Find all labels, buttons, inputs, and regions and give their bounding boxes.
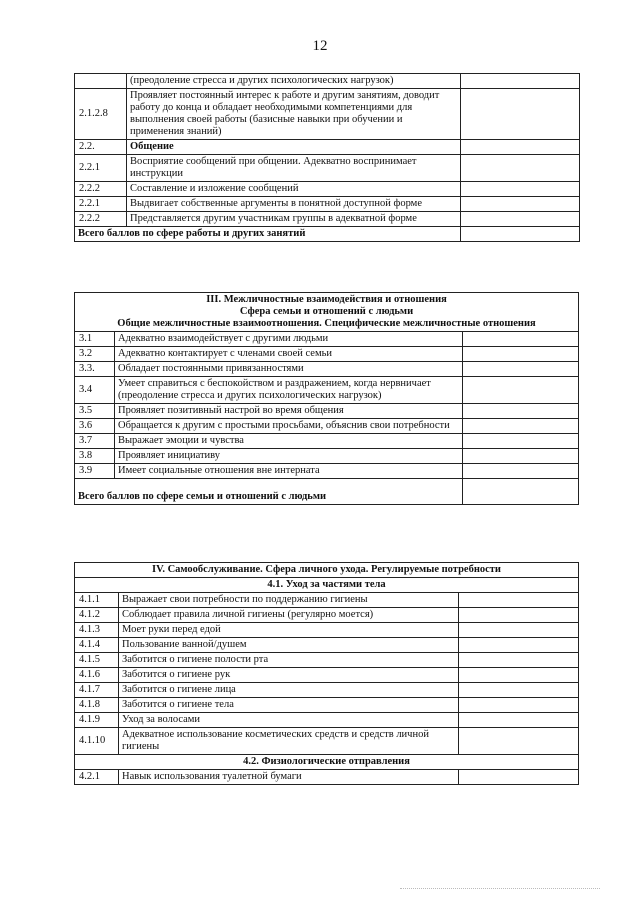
score-cell <box>459 698 579 713</box>
item-code: 3.6 <box>75 419 115 434</box>
table-row <box>75 155 580 182</box>
score-cell <box>463 464 579 479</box>
item-text: Навык использования туалетной бумаги <box>119 770 459 785</box>
item-text: (преодоление стресса и других психологических нагрузок) <box>127 74 461 89</box>
table-row <box>75 698 579 713</box>
table-row <box>75 332 579 347</box>
table-row <box>75 464 579 479</box>
selfcare-subheading-1: 4.1. Уход за частями тела <box>75 578 579 593</box>
table-row <box>75 653 579 668</box>
page-number: 12 <box>312 38 328 54</box>
score-cell <box>459 683 579 698</box>
item-code: 4.1.9 <box>75 713 119 728</box>
item-code: 4.1.10 <box>75 728 119 755</box>
table-row <box>75 74 580 89</box>
table-row <box>75 449 579 464</box>
item-code: 2.2.2 <box>75 182 127 197</box>
item-text: Проявляет позитивный настрой во время общения <box>115 404 463 419</box>
table-row <box>75 404 579 419</box>
item-text: Обращается к другим с простыми просьбами, объяснив свои потребности <box>115 419 463 434</box>
score-cell <box>463 377 579 404</box>
item-text: Выражает свои потребности по поддержанию гигиены <box>119 593 459 608</box>
table-row <box>75 377 579 404</box>
score-cell <box>459 608 579 623</box>
item-text: Соблюдает правила личной гигиены (регулярно моется) <box>119 608 459 623</box>
score-cell <box>461 89 580 140</box>
score-cell <box>459 593 579 608</box>
item-code: 2.2.1 <box>75 197 127 212</box>
family-total-label: Всего баллов по сфере семьи и отношений с людьми <box>75 479 463 505</box>
item-code: 3.4 <box>75 377 115 404</box>
item-code: 3.1 <box>75 332 115 347</box>
work-table <box>74 73 580 242</box>
item-code: 4.1.6 <box>75 668 119 683</box>
item-text: Заботится о гигиене тела <box>119 698 459 713</box>
table-row <box>75 683 579 698</box>
score-cell <box>463 404 579 419</box>
item-code: 3.2 <box>75 347 115 362</box>
item-code: 3.8 <box>75 449 115 464</box>
table-row <box>75 182 580 197</box>
table-row <box>75 668 579 683</box>
score-cell <box>461 197 580 212</box>
family-heading-1: III. Межличностные взаимодействия и отношения <box>206 294 447 305</box>
item-code: 3.3. <box>75 362 115 377</box>
family-table <box>74 292 579 505</box>
score-cell <box>461 182 580 197</box>
table-row <box>75 608 579 623</box>
item-text: Моет руки перед едой <box>119 623 459 638</box>
item-code: 4.1.8 <box>75 698 119 713</box>
item-code: 4.1.5 <box>75 653 119 668</box>
selfcare-rows <box>75 593 579 755</box>
item-text: Выдвигает собственные аргументы в понятной доступной форме <box>127 197 461 212</box>
item-text: Составление и изложение сообщений <box>127 182 461 197</box>
score-cell <box>459 770 579 785</box>
item-code: 4.1.3 <box>75 623 119 638</box>
score-cell <box>463 434 579 449</box>
item-code: 3.5 <box>75 404 115 419</box>
score-cell <box>459 623 579 638</box>
family-heading-2: Сфера семьи и отношений с людьми <box>239 306 414 317</box>
selfcare-table <box>74 562 579 785</box>
item-code: 4.1.4 <box>75 638 119 653</box>
item-text: Общение <box>127 140 461 155</box>
item-text: Проявляет инициативу <box>115 449 463 464</box>
table-row <box>75 212 580 227</box>
item-code: 3.7 <box>75 434 115 449</box>
table-row <box>75 434 579 449</box>
work-total-label: Всего баллов по сфере работы и других занятий <box>75 227 461 242</box>
score-cell <box>463 419 579 434</box>
item-text: Адекватное использование косметических средств и средств личной гигиены <box>119 728 459 755</box>
table-row <box>75 140 580 155</box>
item-text: Адекватно взаимодействует с другими людьми <box>115 332 463 347</box>
score-cell <box>459 713 579 728</box>
score-cell <box>459 728 579 755</box>
score-cell <box>463 479 579 505</box>
item-code <box>75 74 127 89</box>
score-cell <box>459 638 579 653</box>
item-code: 2.2. <box>75 140 127 155</box>
table-row <box>75 728 579 755</box>
item-code: 4.1.1 <box>75 593 119 608</box>
item-code: 2.2.2 <box>75 212 127 227</box>
score-cell <box>461 140 580 155</box>
score-cell <box>463 449 579 464</box>
table-row <box>75 593 579 608</box>
item-text: Заботится о гигиене рук <box>119 668 459 683</box>
item-text: Восприятие сообщений при общении. Адекватно воспринимает инструкции <box>127 155 461 182</box>
selfcare-heading-row <box>75 563 579 578</box>
item-code: 2.2.1 <box>75 155 127 182</box>
score-cell <box>463 332 579 347</box>
item-code: 2.1.2.8 <box>75 89 127 140</box>
family-heading-row <box>75 293 579 332</box>
item-text: Проявляет постоянный интерес к работе и другим занятиям, доводит работу до конца и обладает необходимыми компетенциями для выполнения своей работы (базисные навыки при обучении и применения знаний) <box>127 89 461 140</box>
table-row <box>75 638 579 653</box>
selfcare-subheading-2-row <box>75 755 579 770</box>
family-rows <box>75 332 579 479</box>
score-cell <box>461 155 580 182</box>
item-text: Пользование ванной/душем <box>119 638 459 653</box>
table-row <box>75 623 579 638</box>
selfcare-subheading-2: 4.2. Физиологические отправления <box>75 755 579 770</box>
item-code: 4.1.2 <box>75 608 119 623</box>
selfcare-rows-2 <box>75 770 579 785</box>
table-row <box>75 770 579 785</box>
score-cell <box>461 227 580 242</box>
item-text: Обладает постоянными привязанностями <box>115 362 463 377</box>
family-heading-3: Общие межличностные взаимоотношения. Специфические межличностные отношения <box>117 318 536 329</box>
score-cell <box>461 212 580 227</box>
item-text: Имеет социальные отношения вне интерната <box>115 464 463 479</box>
table-row <box>75 89 580 140</box>
item-code: 4.2.1 <box>75 770 119 785</box>
work-rows <box>75 74 580 227</box>
item-text: Умеет справиться с беспокойством и раздражением, когда нервничает (преодоление стресса и других психологических нагрузок) <box>115 377 463 404</box>
item-code: 4.1.7 <box>75 683 119 698</box>
item-text: Уход за волосами <box>119 713 459 728</box>
score-cell <box>459 653 579 668</box>
family-total-row <box>75 479 579 505</box>
table-row <box>75 197 580 212</box>
table-row <box>75 347 579 362</box>
item-text: Адекватно контактирует с членами своей семьи <box>115 347 463 362</box>
item-text: Представляется другим участникам группы в адекватной форме <box>127 212 461 227</box>
score-cell <box>463 347 579 362</box>
work-total-row <box>75 227 580 242</box>
score-cell <box>461 74 580 89</box>
table-row <box>75 419 579 434</box>
table-row <box>75 362 579 377</box>
item-text: Заботится о гигиене полости рта <box>119 653 459 668</box>
selfcare-subheading-1-row <box>75 578 579 593</box>
item-code: 3.9 <box>75 464 115 479</box>
score-cell <box>459 668 579 683</box>
footer-divider <box>400 888 600 889</box>
item-text: Заботится о гигиене лица <box>119 683 459 698</box>
selfcare-heading: IV. Самообслуживание. Сфера личного ухода. Регулируемые потребности <box>75 563 579 578</box>
item-text: Выражает эмоции и чувства <box>115 434 463 449</box>
score-cell <box>463 362 579 377</box>
table-row <box>75 713 579 728</box>
